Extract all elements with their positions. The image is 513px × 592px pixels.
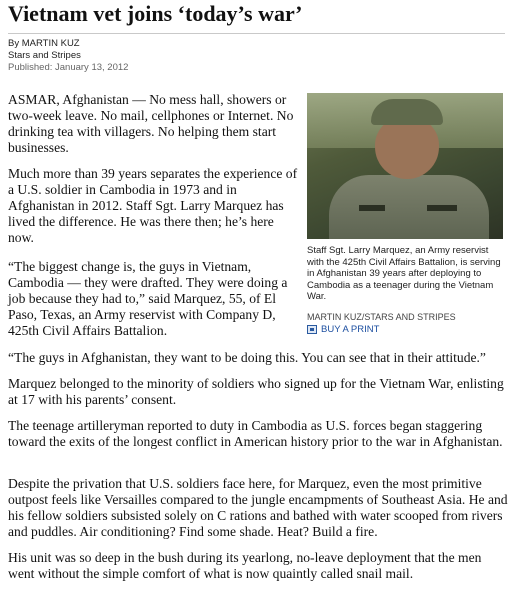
headline-divider bbox=[8, 33, 505, 34]
photo-army-tape bbox=[427, 205, 457, 211]
article-paragraph: Much more than 39 years separates the experience of a U.S. soldier in Cambodia in 1973 and in Afghanistan in 2012. Staff Sgt. Larry Marquez has lived the difference. He was there then; he’s here now. bbox=[8, 166, 298, 245]
photo-credit: MARTIN KUZ/STARS AND STRIPES bbox=[307, 312, 456, 322]
article-paragraph: “The guys in Afghanistan, they want to be doing this. You can see that in their attitude.” bbox=[8, 350, 486, 365]
photo-subject-face bbox=[375, 117, 439, 179]
photo-subject-uniform bbox=[329, 175, 489, 239]
buy-print-link[interactable]: BUY A PRINT bbox=[321, 323, 380, 335]
article-paragraph: “The biggest change is, the guys in Vietnam, Cambodia — they were drafted. They were doing a job because they had to,” said Marquez, 55, of El Paso, Texas, an Army reservist with Company D, 425th Civil Affairs Battalion. bbox=[8, 259, 288, 338]
article-source: Stars and Stripes bbox=[8, 50, 81, 61]
article-paragraph: His unit was so deep in the bush during its yearlong, no-leave deployment that the men went without the simple comfort of what is now quaintly called snail mail. bbox=[8, 550, 482, 581]
photo-subject-cap bbox=[371, 99, 443, 125]
article-paragraph: Marquez belonged to the minority of soldiers who signed up for the Vietnam War, enlisting at 17 with his parents’ consent. bbox=[8, 376, 504, 407]
article-headline: Vietnam vet joins ‘today’s war’ bbox=[8, 1, 303, 26]
article-paragraph: ASMAR, Afghanistan — No mess hall, showers or two-week leave. No mail, cellphones or Internet. No drinking tea with villagers. No helping them start businesses. bbox=[8, 92, 294, 155]
print-icon bbox=[307, 325, 317, 334]
article-photo[interactable] bbox=[307, 93, 503, 239]
article-paragraph: The teenage artilleryman reported to duty in Cambodia as U.S. forces began staggering toward the exits of the longest conflict in American history prior to the war in Afghanistan. bbox=[8, 418, 503, 449]
article-byline: By MARTIN KUZ bbox=[8, 38, 80, 49]
buy-print-link-row[interactable] bbox=[307, 323, 379, 335]
photo-name-tape bbox=[359, 205, 385, 211]
photo-caption: Staff Sgt. Larry Marquez, an Army reservist with the 425th Civil Affairs Battalion, is serving in Afghanistan 39 years after deploying to Cambodia as a teenager during the Vietnam War. bbox=[307, 245, 501, 302]
article-published-date: Published: January 13, 2012 bbox=[8, 62, 129, 73]
article-paragraph: Despite the privation that U.S. soldiers face here, for Marquez, even the most primitive outpost feels like Versailles compared to the jungle encampments of Southeast Asia. He and his fellow soldiers subsisted solely on C rations and bathed with water scooped from rivers and puddles. Air conditioning? Find some shade. Heat? Build a fire. bbox=[8, 476, 508, 539]
